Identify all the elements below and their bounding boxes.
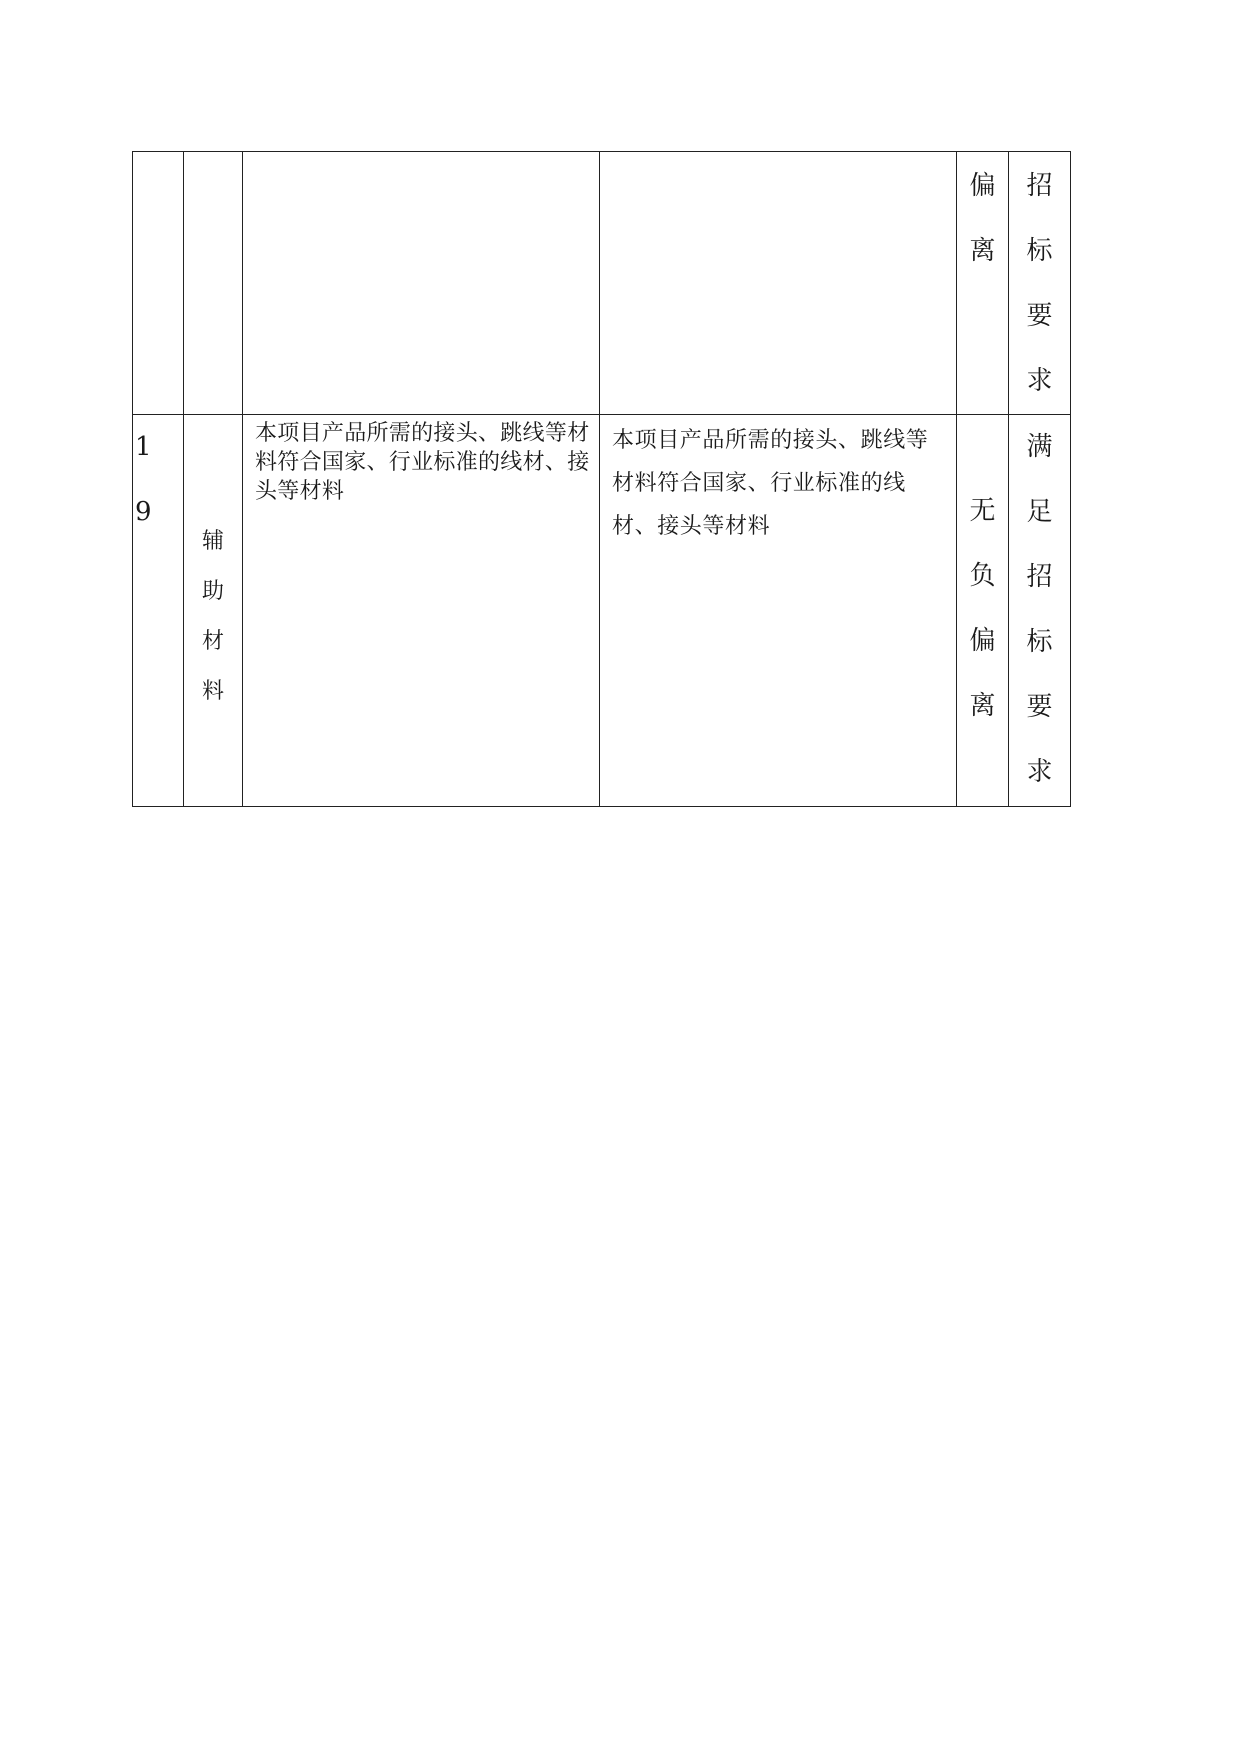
item-name-char: 助 <box>201 579 224 604</box>
cell-conclusion <box>1009 415 1071 807</box>
cell-number-empty <box>133 152 184 415</box>
cell-requirement <box>243 415 600 807</box>
cell-response-empty <box>600 152 957 415</box>
conclusion-char: 标 <box>1026 627 1053 657</box>
deviation-char: 偏 <box>969 626 996 656</box>
conclusion-char: 满 <box>1026 432 1053 462</box>
cell-name-empty <box>184 152 243 415</box>
cell-requirement-empty <box>243 152 600 415</box>
item-name-char: 材 <box>201 629 224 654</box>
conclusion-char: 招 <box>1026 562 1053 592</box>
cell-number <box>133 415 184 807</box>
cell-deviation <box>957 152 1009 415</box>
item-name-char: 辅 <box>201 529 224 554</box>
cell-deviation <box>957 415 1009 807</box>
table-row-19 <box>133 415 1071 807</box>
item-name-char: 料 <box>201 679 224 704</box>
cell-conclusion <box>1009 152 1071 415</box>
conclusion-char: 求 <box>1026 366 1053 396</box>
conclusion-char: 招 <box>1026 171 1053 201</box>
conclusion-char: 要 <box>1026 301 1053 331</box>
compliance-table <box>132 151 1071 807</box>
cell-response <box>600 415 957 807</box>
deviation-char: 离 <box>969 236 996 266</box>
requirement-text: 本项目产品所需的接头、跳线等材料符合国家、行业标准的线材、接头等材料 <box>255 421 590 504</box>
deviation-char: 无 <box>969 496 996 526</box>
response-text: 本项目产品所需的接头、跳线等材料符合国家、行业标准的线材、接头等材料 <box>612 428 929 539</box>
deviation-char: 负 <box>969 561 996 591</box>
conclusion-char: 求 <box>1026 757 1053 787</box>
table-row-continued <box>133 152 1071 415</box>
deviation-char: 离 <box>969 691 996 721</box>
number-char: 9 <box>135 497 152 527</box>
conclusion-char: 足 <box>1026 497 1053 527</box>
conclusion-char: 标 <box>1026 236 1053 266</box>
cell-item-name <box>184 415 243 807</box>
deviation-char: 偏 <box>969 171 996 201</box>
number-char: 1 <box>135 432 152 462</box>
conclusion-char: 要 <box>1026 692 1053 722</box>
